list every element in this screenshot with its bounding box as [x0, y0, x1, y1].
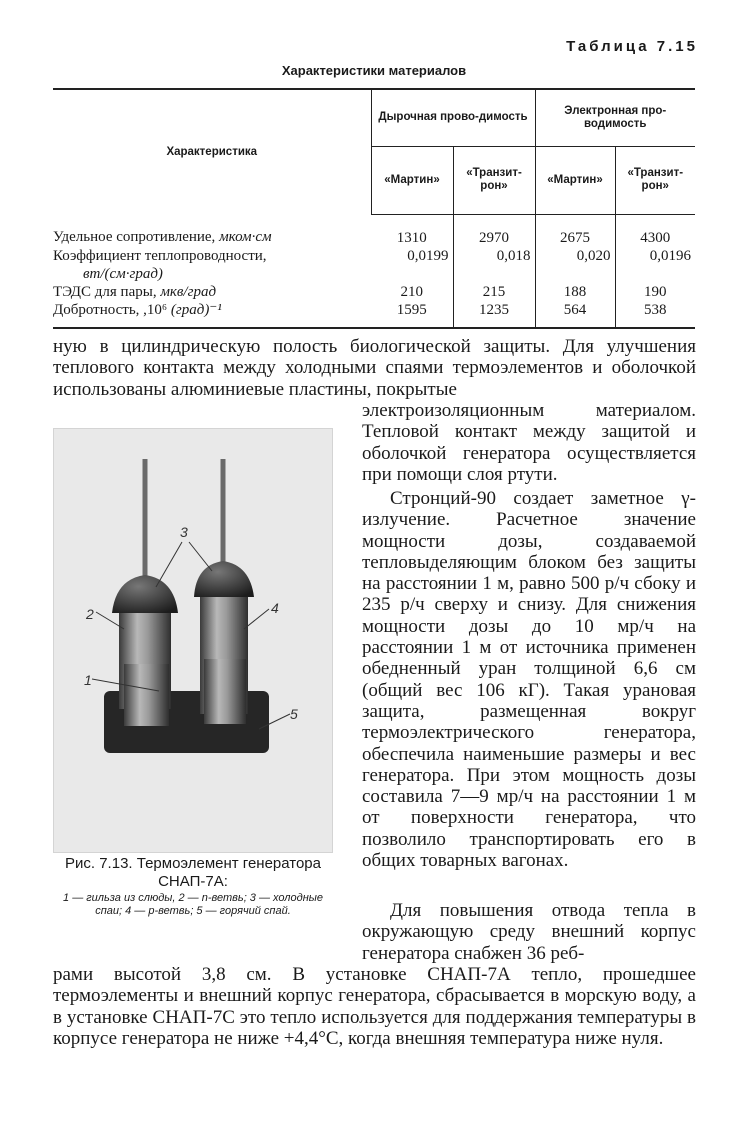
cell: 188: [535, 283, 615, 301]
cap-right: [194, 561, 254, 597]
cell: 4300: [640, 229, 671, 246]
cell: 0,018: [453, 247, 535, 265]
label-2: 2: [86, 606, 94, 622]
table-row: [53, 283, 695, 301]
label-5: 5: [290, 706, 298, 722]
cell: 210: [371, 283, 453, 301]
materials-table: [53, 88, 695, 329]
cell: 190: [644, 283, 667, 300]
cell: 2675: [535, 214, 615, 247]
paragraph-heat-removal: Для повышения отвода тепла в окружающую среду внешний корпус генератора снабжен 36 реб-: [362, 900, 696, 964]
cell: 215: [453, 283, 535, 301]
table-row: [53, 247, 695, 265]
cell: 538: [615, 301, 695, 328]
header-martin-n: «Мартин»: [535, 146, 615, 214]
cap-left: [112, 575, 178, 613]
paragraph-strontium: Стронций-90 создает заметное γ-излучение. Расчетное значение мощности дозы, создаваемой тепловыделяющим блоком без защиты на расстоянии 1 м, равно 500 р/ч сбоку и 235 р/ч сверху и снизу. Для снижения мощности дозы до 10 мр/ч на расстоянии 1 м от источника применен обедненный уран толщиной 6,6 см (общий вес 106 кГ). Такая урановая защита, размещенная вокруг термоэлектрического генератора, обеспечила наименьшие размеры и вес генератора. При этом мощность дозы составила 7—9 мр/ч на расстоянии 1 м от поверхности генератора, что позволило транспортировать его в общих товарных вагонах.: [362, 488, 696, 872]
table-caption: Характеристики материалов: [281, 63, 467, 78]
label-3: 3: [180, 524, 188, 540]
header-electron-conductivity: Электронная про-водимость: [535, 89, 695, 146]
table-number: Таблица 7.15: [566, 38, 698, 55]
label-1: 1: [84, 672, 92, 688]
paragraph-heat-removal-continued: рами высотой 3,8 см. В установке СНАП-7А тепло, прошедшее термоэлементы и внешний корпус генератора, сбрасывается в морскую воду, а в установке СНАП-7С это тепло используется для поддержания температуры в корпусе генератора не ниже +4,4°С, когда внешняя температура ниже нуля.: [53, 964, 696, 1049]
row-unit: вт/(см·град): [83, 265, 163, 282]
cell: 1235: [453, 301, 535, 328]
paragraph-intro: ную в цилиндрическую полость биологической защиты. Для улучшения теплового контакта между холодными спаями термоэлементов и оболочкой использованы алюминиевые пластины, покрытые: [53, 336, 696, 400]
cell: 1310: [371, 214, 453, 247]
table-row: [53, 214, 695, 247]
cell: 0,020: [535, 247, 615, 265]
paragraph-intro-continued: электроизоляционным материалом. Тепловой контакт между защитой и оболочкой генератора осуществляется при помощи слоя ртути.: [362, 400, 696, 485]
thermoelement-illustration: [54, 429, 332, 852]
header-transistron-n: «Транзит-рон»: [615, 146, 695, 214]
label-4: 4: [271, 600, 279, 616]
figure-legend: 1 — гильза из слюды, 2 — n-ветвь; 3 — холодные спаи; 4 — p-ветвь; 5 — горячий спай.: [63, 892, 323, 917]
header-hole-conductivity: Дырочная прово-димость: [371, 89, 535, 146]
cylinder-right-lower: [204, 659, 246, 724]
table-row: [53, 301, 695, 328]
header-transistron-p: «Транзит-рон»: [453, 146, 535, 214]
cylinder-left-lower: [124, 664, 169, 726]
row-label: Коэффициент теплопроводности,: [53, 247, 267, 264]
thermoelement-photo: [53, 428, 333, 853]
table-row-unit: [53, 265, 695, 283]
cell: 0,0199: [371, 247, 453, 265]
row-label: ТЭДС для пары, мкв/град: [53, 283, 217, 300]
cell: 1595: [371, 301, 453, 328]
header-martin-p: «Мартин»: [371, 146, 453, 214]
header-characteristic: Характеристика: [53, 89, 371, 214]
cell: 2970: [453, 214, 535, 247]
cell: 564: [535, 301, 615, 328]
figure-caption: Рис. 7.13. Термоэлемент генератора СНАП-7А:: [65, 855, 321, 890]
cell: 0,0196: [649, 247, 691, 264]
row-label: Удельное сопротивление, мком·см: [53, 229, 272, 245]
row-label: Добротность, ,10⁶ (град)⁻¹: [53, 301, 371, 328]
